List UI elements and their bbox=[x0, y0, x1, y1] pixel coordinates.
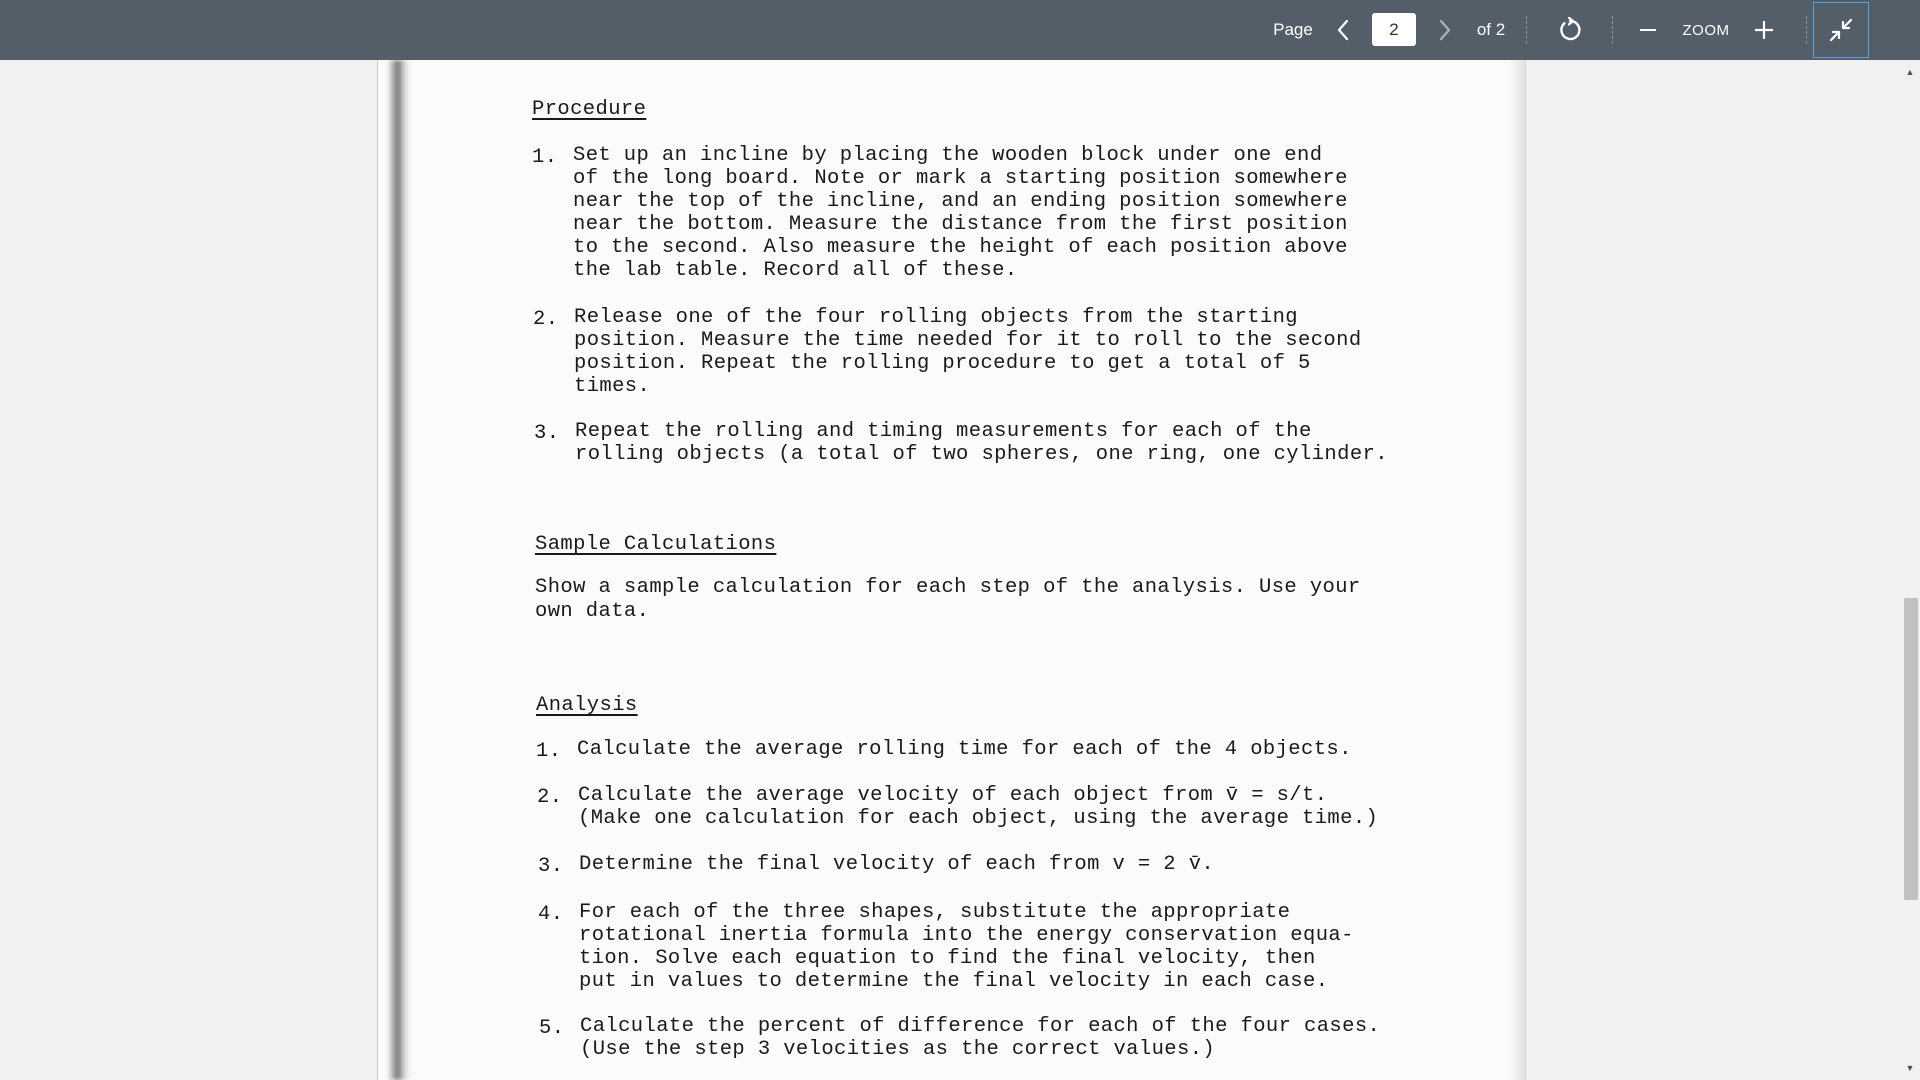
next-page-button[interactable] bbox=[1428, 0, 1462, 60]
procedure-item-line: Repeat the rolling and timing measurements for each of the bbox=[575, 420, 1312, 443]
zoom-label: ZOOM bbox=[1682, 21, 1730, 39]
analysis-item-line: put in values to determine the final velocity in each case. bbox=[579, 970, 1329, 993]
toolbar-divider bbox=[1806, 16, 1807, 44]
analysis-item-line: Determine the final velocity of each from v = 2 v̄. bbox=[579, 853, 1215, 876]
procedure-item-line: position. Repeat the rolling procedure to get a total of 5 bbox=[574, 352, 1311, 375]
plus-icon bbox=[1754, 20, 1774, 40]
procedure-heading: Procedure bbox=[532, 98, 647, 121]
rotate-button[interactable] bbox=[1548, 0, 1592, 60]
procedure-item-line: near the bottom. Measure the distance from the first position bbox=[573, 213, 1348, 236]
procedure-item-number: 2. bbox=[533, 308, 559, 331]
document-page bbox=[377, 60, 1526, 1080]
analysis-heading: Analysis bbox=[536, 694, 638, 717]
chevron-left-icon bbox=[1336, 19, 1350, 41]
analysis-item-line: tion. Solve each equation to find the final velocity, then bbox=[579, 947, 1316, 970]
sample-calculations-line: Show a sample calculation for each step of the analysis. Use your bbox=[535, 576, 1361, 599]
viewer-toolbar bbox=[0, 0, 1920, 60]
procedure-item-line: position. Measure the time needed for it to roll to the second bbox=[574, 329, 1362, 352]
page-count-label: of 2 bbox=[1476, 20, 1506, 39]
scrollbar-thumb[interactable] bbox=[1904, 598, 1918, 900]
procedure-item-line: of the long board. Note or mark a starting position somewhere bbox=[573, 167, 1348, 190]
procedure-item-line: the lab table. Record all of these. bbox=[573, 259, 1018, 282]
vertical-scrollbar[interactable] bbox=[1900, 60, 1920, 1080]
analysis-item-number: 2. bbox=[537, 786, 563, 809]
analysis-item-line: Calculate the average velocity of each object from v̄ = s/t. bbox=[578, 784, 1328, 807]
analysis-item-line: rotational inertia formula into the energy conservation equa- bbox=[579, 924, 1354, 947]
toolbar-divider bbox=[1526, 16, 1527, 44]
collapse-icon bbox=[1829, 18, 1853, 42]
minus-icon bbox=[1639, 21, 1657, 39]
analysis-item-line: (Make one calculation for each object, using the average time.) bbox=[578, 807, 1379, 830]
procedure-item-line: Set up an incline by placing the wooden block under one end bbox=[573, 144, 1323, 167]
page-label: Page bbox=[1273, 20, 1313, 39]
scroll-down-arrow-icon[interactable]: ▼ bbox=[1905, 1063, 1915, 1073]
sample-calculations-line: own data. bbox=[535, 600, 650, 623]
procedure-item-number: 3. bbox=[534, 422, 560, 445]
procedure-item-line: near the top of the incline, and an ending position somewhere bbox=[573, 190, 1348, 213]
analysis-item-number: 3. bbox=[538, 855, 564, 878]
analysis-item-line: (Use the step 3 velocities as the correct values.) bbox=[580, 1038, 1216, 1061]
toolbar-divider bbox=[1612, 16, 1613, 44]
analysis-item-line: Calculate the percent of difference for each of the four cases. bbox=[580, 1015, 1381, 1038]
analysis-item-number: 5. bbox=[539, 1017, 565, 1040]
previous-page-button[interactable] bbox=[1326, 0, 1360, 60]
analysis-item-line: Calculate the average rolling time for each of the 4 objects. bbox=[577, 738, 1352, 761]
procedure-item-number: 1. bbox=[532, 146, 558, 169]
chevron-right-icon bbox=[1438, 19, 1452, 41]
analysis-item-number: 1. bbox=[536, 740, 562, 763]
procedure-item-line: times. bbox=[574, 375, 651, 398]
page-number-input[interactable] bbox=[1372, 13, 1416, 46]
sample-calculations-heading: Sample Calculations bbox=[535, 533, 777, 556]
exit-fullscreen-button[interactable] bbox=[1813, 2, 1869, 58]
procedure-item-line: rolling objects (a total of two spheres, one ring, one cylinder. bbox=[575, 443, 1388, 466]
analysis-item-line: For each of the three shapes, substitute the appropriate bbox=[579, 901, 1291, 924]
document-viewport[interactable] bbox=[0, 60, 1920, 1080]
rotate-icon bbox=[1557, 17, 1583, 43]
zoom-in-button[interactable] bbox=[1746, 0, 1782, 60]
page-content bbox=[378, 60, 1525, 1080]
procedure-item-line: Release one of the four rolling objects from the starting bbox=[574, 306, 1299, 329]
analysis-item-number: 4. bbox=[538, 903, 564, 926]
zoom-out-button[interactable] bbox=[1630, 0, 1666, 60]
scroll-up-arrow-icon[interactable]: ▲ bbox=[1905, 67, 1915, 77]
procedure-item-line: to the second. Also measure the height of each position above bbox=[573, 236, 1348, 259]
